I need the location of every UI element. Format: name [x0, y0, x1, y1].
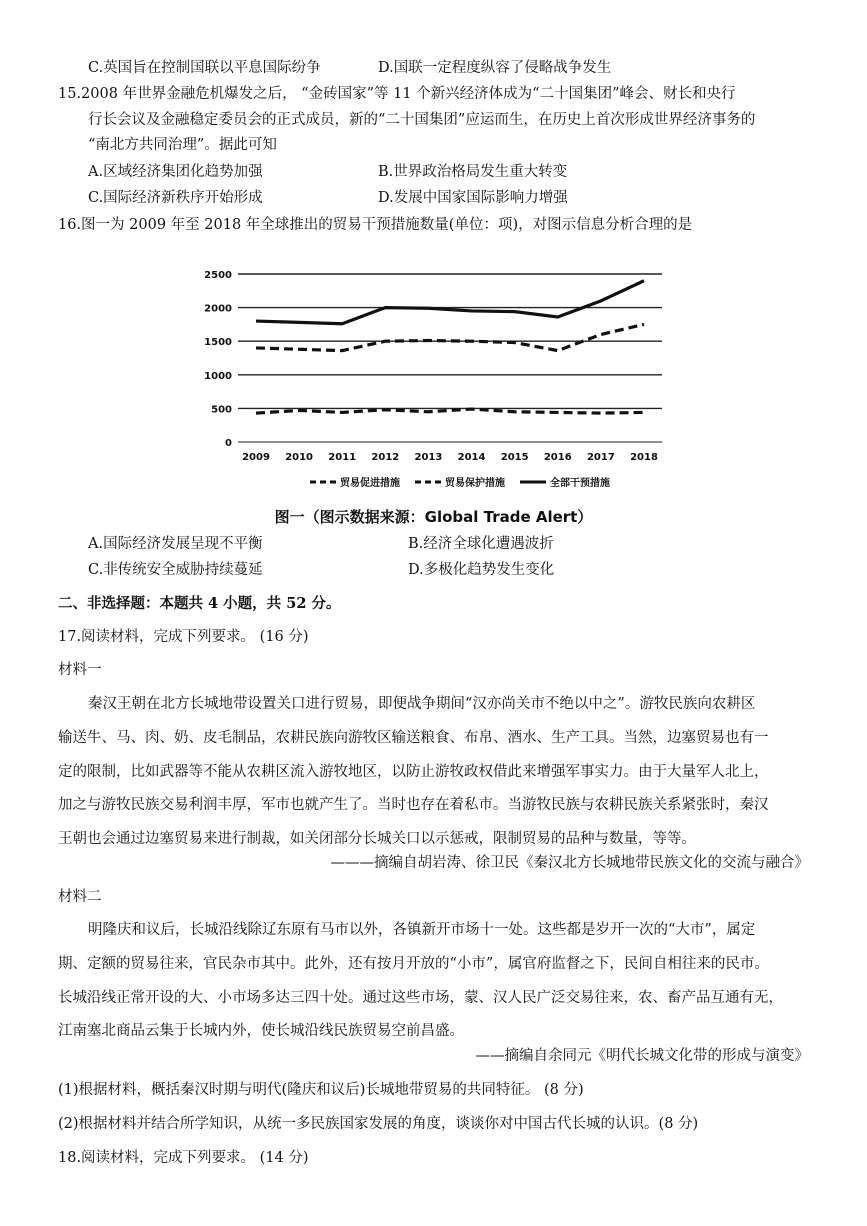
q15-stem-line1: 15.2008 年世界金融危机爆发之后， “金砖国家”等 11 个新兴经济体成为“二十国集团”峰会、财长和央行 — [58, 86, 736, 102]
series-line-1 — [256, 409, 644, 413]
material1-line3: 定的限制，比如武器等不能从农耕区流入游牧地区，以防止游牧政权借此来增强军事实力。由于大量军人北上， — [58, 764, 769, 780]
y-tick-label: 0 — [225, 438, 232, 449]
material1-line2: 输送牛、马、肉、奶、皮毛制品，农耕民族向游牧区输送粮食、布帛、酒水、生产工具。当然，边塞贸易也有一 — [58, 730, 769, 746]
material2-line4: 江南塞北商品云集于长城内外，使长城沿线民族贸易空前昌盛。 — [58, 1023, 464, 1039]
material2-source: ——摘编自余同元《明代长城文化带的形成与演变》 — [475, 1048, 809, 1064]
q15-stem-line2: 行长会议及金融稳定委员会的正式成员，新的“二十国集团”应运而生，在历史上首次形成世界经济事务的 — [88, 112, 756, 128]
series-line-3 — [256, 281, 644, 324]
x-tick-label: 2012 — [371, 452, 400, 463]
x-tick-label: 2015 — [500, 452, 529, 463]
line-chart — [200, 258, 670, 498]
x-tick-label: 2011 — [328, 452, 357, 463]
q15-option-b: B.世界政治格局发生重大转变 — [378, 164, 568, 180]
x-tick-label: 2018 — [630, 452, 658, 463]
legend-label: 贸易促进措施 — [340, 478, 400, 489]
legend-label: 贸易保护措施 — [445, 478, 505, 489]
figure-caption: 图一（图示数据来源：Global Trade Alert） — [274, 508, 593, 526]
q14-option-d: D.国联一定程度纵容了侵略战争发生 — [378, 60, 612, 76]
y-tick-label: 2000 — [204, 303, 232, 315]
material1-line4: 加之与游牧民族交易利润丰厚，军市也就产生了。当时也存在着私市。当游牧民族与农耕民族关系紧张时，秦汉 — [58, 797, 769, 813]
q14-option-c: C.英国旨在控制国联以平息国际纷争 — [88, 60, 321, 76]
x-tick-label: 2010 — [285, 452, 314, 463]
material1-source: ———摘编自胡岩涛、徐卫民《秦汉北方长城地带民族文化的交流与融合》 — [330, 855, 809, 871]
q15-stem-line3: “南北方共同治理”。据此可知 — [88, 137, 277, 153]
y-tick-label: 1500 — [204, 337, 232, 349]
q17-stem: 17.阅读材料，完成下列要求。 (16 分) — [58, 629, 309, 645]
q15-option-d: D.发展中国家国际影响力增强 — [378, 190, 568, 206]
y-tick-label: 2500 — [204, 270, 232, 281]
y-tick-label: 1000 — [204, 370, 232, 382]
q16-option-a: A.国际经济发展呈现不平衡 — [88, 536, 263, 552]
material2-line2: 期、定额的贸易往来，官民杂市其中。此外，还有按月开放的“小市”，属官府监督之下，民间自相往来的民市。 — [58, 956, 769, 972]
y-tick-label: 500 — [211, 404, 232, 416]
q16-option-d: D.多极化趋势发生变化 — [408, 562, 555, 578]
q16-option-c: C.非传统安全威胁持续蔓延 — [88, 562, 263, 578]
q15-option-a: A.区域经济集团化趋势加强 — [88, 164, 263, 180]
q18-stem: 18.阅读材料，完成下列要求。 (14 分) — [58, 1150, 309, 1166]
material2-line1: 明隆庆和议后，长城沿线除辽东原有马市以外，各镇新开市场十一处。这些都是岁开一次的“大市”，属定 — [88, 922, 756, 938]
x-tick-label: 2016 — [543, 452, 572, 463]
material2-line3: 长城沿线正常开设的大、小市场多达三四十处。通过这些市场，蒙、汉人民广泛交易往来，农、畜产品互通有无， — [58, 990, 783, 1006]
material1-line5: 王朝也会通过边塞贸易来进行制裁，如关闭部分长城关口以示惩戒，限制贸易的品种与数量，等等。 — [58, 831, 696, 847]
material1-label: 材料一 — [58, 662, 102, 678]
section-title: 二、非选择题：本题共 4 小题，共 52 分。 — [58, 595, 341, 612]
material1-line1: 秦汉王朝在北方长城地带设置关口进行贸易，即便战争期间“汉亦尚关市不绝以中之”。游牧民族向农耕区 — [88, 696, 756, 712]
x-tick-label: 2017 — [586, 452, 615, 463]
q16-option-b: B.经济全球化遭遇波折 — [408, 536, 554, 552]
q16-stem: 16.图一为 2009 年至 2018 年全球推出的贸易干预措施数量(单位：项)，对图示信息分析合理的是 — [58, 217, 693, 233]
x-tick-label: 2013 — [414, 452, 443, 463]
x-tick-label: 2009 — [242, 452, 270, 463]
trade-measures-chart — [200, 258, 670, 498]
x-tick-label: 2014 — [457, 452, 486, 463]
material2-label: 材料二 — [58, 889, 102, 905]
series-line-2 — [256, 324, 644, 350]
legend-label: 全部干预措施 — [550, 478, 610, 489]
q15-option-c: C.国际经济新秩序开始形成 — [88, 190, 263, 206]
q17-question1: (1)根据材料，概括秦汉时期与明代(隆庆和议后)长城地带贸易的共同特征。 (8 分) — [58, 1082, 584, 1098]
q17-question2: (2)根据材料并结合所学知识，从统一多民族国家发展的角度，谈谈你对中国古代长城的认识。(8 分) — [58, 1116, 699, 1132]
